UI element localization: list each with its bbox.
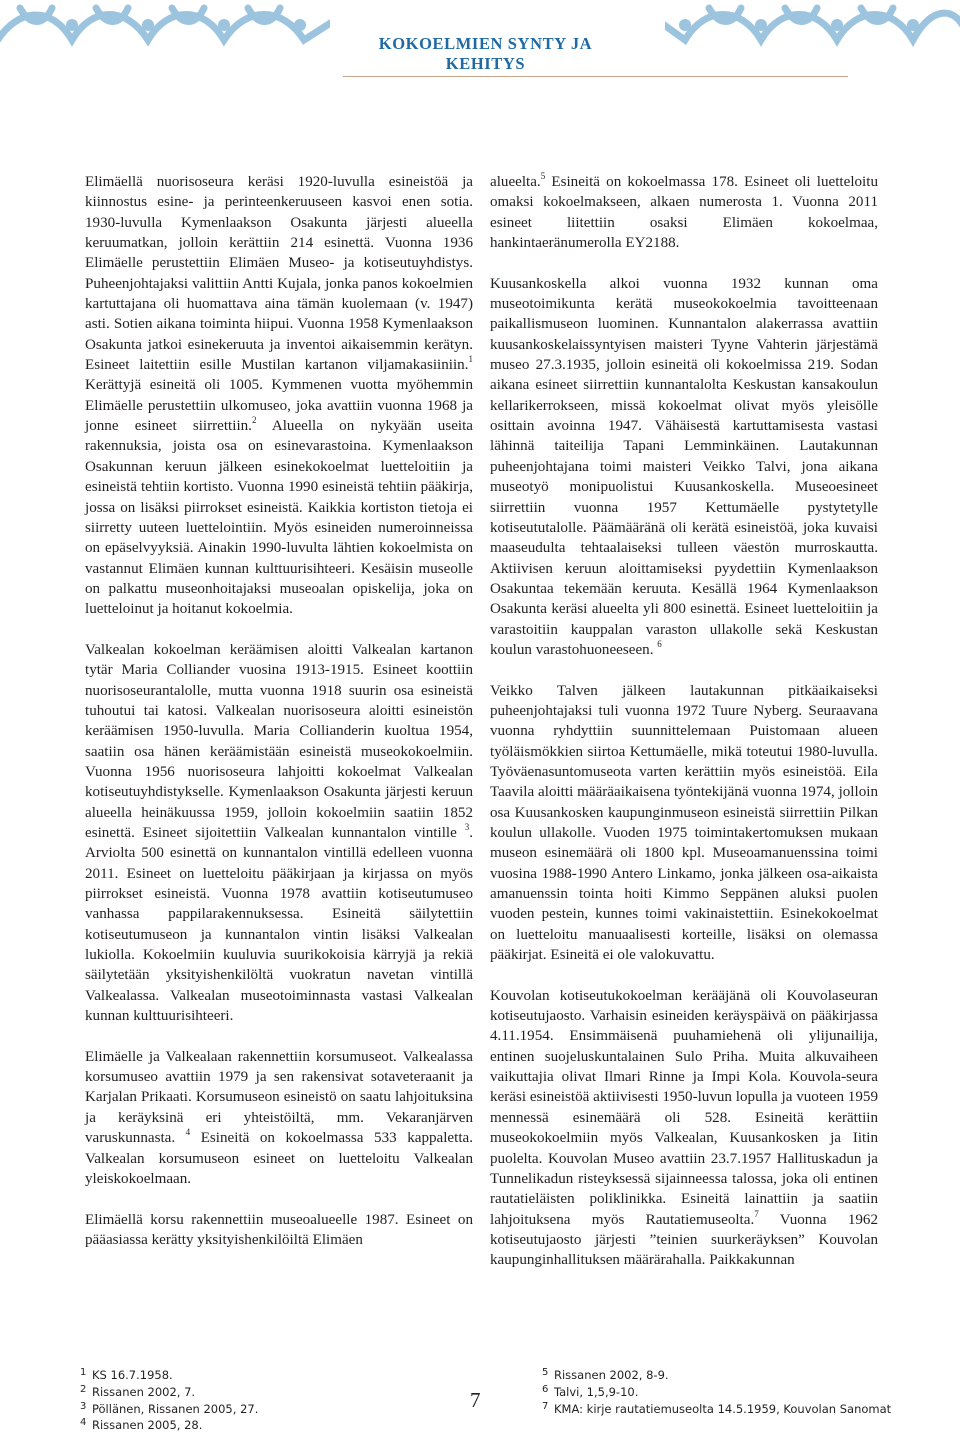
footnote: 3 Pöllänen, Rissanen 2005, 27.: [80, 1400, 259, 1416]
footnote-ref: 3: [464, 821, 470, 832]
footnote: 1 KS 16.7.1958.: [80, 1367, 173, 1382]
page-number: 7: [470, 1388, 481, 1412]
footnote-ref: 5: [540, 170, 546, 181]
footnote: 2 Rissanen 2002, 7.: [80, 1383, 196, 1399]
ornament-left-icon: [0, 0, 330, 50]
page-header: [0, 0, 960, 73]
paragraph-valkeala: Valkealan kokoelman keräämisen aloitti Valkealan kartanon tytär Maria Colliander vuosina 1913-1915. Esineet koottiin nuorisoseurantalolle, mutta vuonna 1918 suurin osa esineistä tuhoutui tai katosi. Valkealan nuorisoseura aloitti esineistön keräämisen 1950-luvulla. Maria Collianderin kuoltua 1954, saatiin osa hänen keräämistään esineistä museokokoelmiin. Vuonna 1956 nuorisoseura lahjoitti kokoelmat Valkealan kotiseutuyhdistykselle. Kymenlaakson Osakunta järjesti keruun alueella heinäkuussa 1959, jolloin kokoelmiin saatiin 1852 esinettä. Esineet sijoitettiin Valkealan kunnantalon vintille $^3$. Arviolta 500 esinettä on kunnantalon vintillä edelleen vuonna 2011. Esineet on luetteloitu pääkirjaan ja kirjassa on myös piirrokset esineistä. Vuonna 1978 avattiin kotiseutumuseo vanhassa pappilarakennuksessa. Esineitä säilytettiin kotiseutumuseon ja kunnantalon vintin lisäksi Valkealan lukiolla. Kokoelmiin kuuluvia suurikokoisia kärryjä ja rekiä säilytetään yksityishenkilöltä vuokratun navetan vintillä Valkealassa. Valkealan museotoiminnasta vastasi Valkealan kunnan kulttuurisihteeri.: [85, 641, 473, 1025]
footnote-ref: 2: [251, 415, 257, 426]
paragraph-kuusankoski: Kuusankoskella alkoi vuonna 1932 kunnan oma museotoimikunta kerätä museokokoelmia tavoitteenaan paikallismuseon luominen. Kunnantalon alakerrassa avattiin kuusankoskelaissyntyisen maisteri Tyyne Vahterin järjestämä museo 27.3.1935, jolloin esineitä oli kokoelmissa 219. Sodan aikana esineet siirrettiin kunnantalolta Keskustan kansakoulun kellarikerrokseen, missä kokoelmat olivat myös yleisölle osittain avoinna 1947. Vähäisestä kartuttamisesta vastasi lähinnä taiteilija Tapani Lemminkäinen. Lautakunnan puheenjohtajana toimi maisteri Veikko Talvi, jona aikana museotyö monipuolistui Kuusankoskella. Museoesineet siirrettiin vuonna 1957 Kettumäelle pystytetylle kotiseututalolle. Päämääränä oli kerätä esineistöä, joka kuvaisi maaseudulta tehtaalaiseksi tulleen väestön murroskautta. Aktiivisen keruun aloittamiseksi pyydettiin Kymenlaakson Osakuntaa tekemään keruuta. Kesällä 1964 Kymenlaakson Osakunta keräsi alueelta yli 800 esinettä. Esineet luetteloitiin ja varastoitiin kauppalan varaston ullakolle sekä Keskustan koulun varastohuoneeseen. $^6$: [490, 275, 878, 658]
left-column: [85, 172, 473, 1271]
footnote-ref: 7: [754, 1208, 759, 1219]
paragraph-elimaki: Elimäellä nuorisoseura keräsi 1920-luvulla esineistöä ja kiinnostus esine- ja perinteenkeruuseen kasvoi enen sotia. 1930-luvulla Kymenlaakson Osakunta järjesti alueella keruumatkan, jolloin kerättiin 214 esinettä. Vuonna 1936 Elimäelle perustettiin Elimäen Museo- ja kotiseutuyhdistys. Puheenjohtajaksi valittiin Antti Kujala, jonka panos kokoelmien kartuttajana oli huomattava aina tämän kuolemaan (v. 1947) asti. Sotien aikana toiminta hiipui. Vuonna 1958 Kymenlaakson Osakunta jatkoi esinekeruuta ja inventoi aikaisemmin kerätyn. Esineet laitettiin esille Mustilan kartanon viljamakasiiniin.$^1$ Kerättyjä esineitä oli 1005. Kymmenen vuotta myöhemmin Elimäelle perustettiin ulkomuseo, joka avattiin vuonna 1968 ja jonne esineet siirrettiin.$^2$ Alueella on nykyään useita rakennuksia, joista osa on esinevarastoina. Kymenlaakson Osakunnan keruun jälkeen esinekokoelmat luetteloitiin ja esineistä tehtiin kortisto. Vuonna 1990 esineistä tehtiin pääkirja, jossa on lisäksi piirrokset esineistä. Kaikkia kortiston tietoja ei siirretty uuteen luettelointiin. Myös esineiden numeroinneissa on epäselvyyksiä. Ainakin 1990-luvulta lähtien kokoelmista on vastannut Elimäen kunnan kulttuurisihteeri. Kesäisin museolle on palkattu museonhoitajaksi museoalan opiskelija, joka on luetteloinut ja hoitanut kokoelmia.: [85, 174, 473, 618]
paragraph-korsumuseot: Elimäelle ja Valkealaan rakennettiin korsumuseot. Valkealassa korsumuseo avattiin 1979 ja sen rakensivat sotaveteraanit ja Karjalan Prikaati. Korsumuseon esineistö on saatu lahjoituksina ja keräyksinä eri yhteistöiltä, mm. Vekaranjärven varuskunnasta. $^4$ Esineitä on kokoelmassa 533 kappaletta. Valkealan korsumuseon esineet on luetteloitu Valkealan yleiskokoelmaan.: [85, 1048, 473, 1187]
paragraph-kouvola: Kouvolan kotiseutukokoelman kerääjänä oli Kouvolaseuran kotiseutujaosto. Varhaisin esineiden keräyspäivä on pääkirjassa 4.11.1954. Ensimmäisenä puuhamiehenä oli ylijunailija, entinen suojeluskuntalainen Sulo Priha. Muita alkuvaiheen vaikuttajia olivat Ilmari Rinne ja Impi Kola. Kouvola-seura keräsi esineistöä aktiivisesti 1950-luvun lopulla ja vuoteen 1959 mennessä esinemäärä oli 528. Esineitä kerättiin museokokoelmiin myös Valkealan, Kuusankosken ja Iitin puolelta. Kouvolan Museo avattiin 23.7.1957 Hallituskadun ja Tunnelikadun risteyksessä sijainneessa talossa, joka oli entinen rautatieläisten poliklinikka. Esineitä lainattiin ja saatiin lahjoituksena myös Rautatiemuseolta.$^7$ Vuonna 1962 kotiseutujaosto järjesti ”teinien suurkeräyksen” Kouvolan kaupunginhallituksen määrärahalla. Paikkakunnan: [490, 987, 879, 1269]
header-divider: [343, 76, 848, 77]
footnote: 7 KMA: kirje rautatiemuseolta 14.5.1959, Kouvolan Sanomat: [542, 1400, 892, 1416]
footnote: 5 Rissanen 2002, 8-9.: [542, 1367, 669, 1382]
paragraph-elimaki-continued: alueelta.$^5$ Esineitä on kokoelmassa 178. Esineet oli luetteloitu omaksi kokoelmakseen, alkaen numerosta 1. Vuonna 2011 esineet liitettiin osaksi Elimäen kokoelmaa, hankintaeränumerolla EY2188.: [490, 170, 878, 252]
section-title: KOKOELMIEN SYNTY JA KEHITYS: [378, 34, 593, 73]
footnote: 6 Talvi, 1,5,9-10.: [542, 1383, 639, 1399]
footnote: 4 Rissanen 2005, 28.: [80, 1417, 203, 1433]
footnotes-left: [80, 1368, 258, 1435]
paragraph-elimaki-korsu: Elimäellä korsu rakennettiin museoalueelle 1987. Esineet on pääasiassa kerätty yksityishenkilöiltä Elimäen: [85, 1211, 473, 1248]
ornament-right-icon: [665, 0, 960, 50]
right-column: [490, 172, 878, 1291]
paragraph-talvi: Veikko Talven jälkeen lautakunnan pitkäaikaiseksi puheenjohtajaksi tuli vuonna 1972 Tuure Nyberg. Seuraavana vuonna ryhdyttiin suunnittelemaan Puistomaan alueen työläismökkien siirtoa Kettumäelle, mikä toteutui 1980-luvulla. Työväenasuntomuseota varten kerättiin myös esineistöä. Eila Taavila aloitti määräaikaisena työntekijänä vuonna 1974, jolloin osa Kuusankosken kaupunginmuseon esineistä siirrettiin Pilkan koulun ullakolle. Vuoden 1975 toimintakertomuksen mukaan museon esinemäärä oli 1800 kpl. Museoamanuenssina toimi vuosina 1988-1990 Antero Linkamo, jonka jälkeen osa-aikaista amanuenssin tointa hoiti Kimmo Seppänen aluksi puolen vuoden pestein, kunnes toimi vakinaistettiin. Esinekokoelmat on luetteloitu manuaalisesti korteille, lisäksi on olemassa pääkirjat. Esineitä ei ole valokuvattu.: [490, 682, 878, 964]
footnotes-right: [542, 1368, 891, 1418]
footnote-ref: 4: [185, 1127, 191, 1138]
footnote-ref: 1: [468, 354, 473, 365]
footnote-ref: 6: [657, 638, 662, 649]
